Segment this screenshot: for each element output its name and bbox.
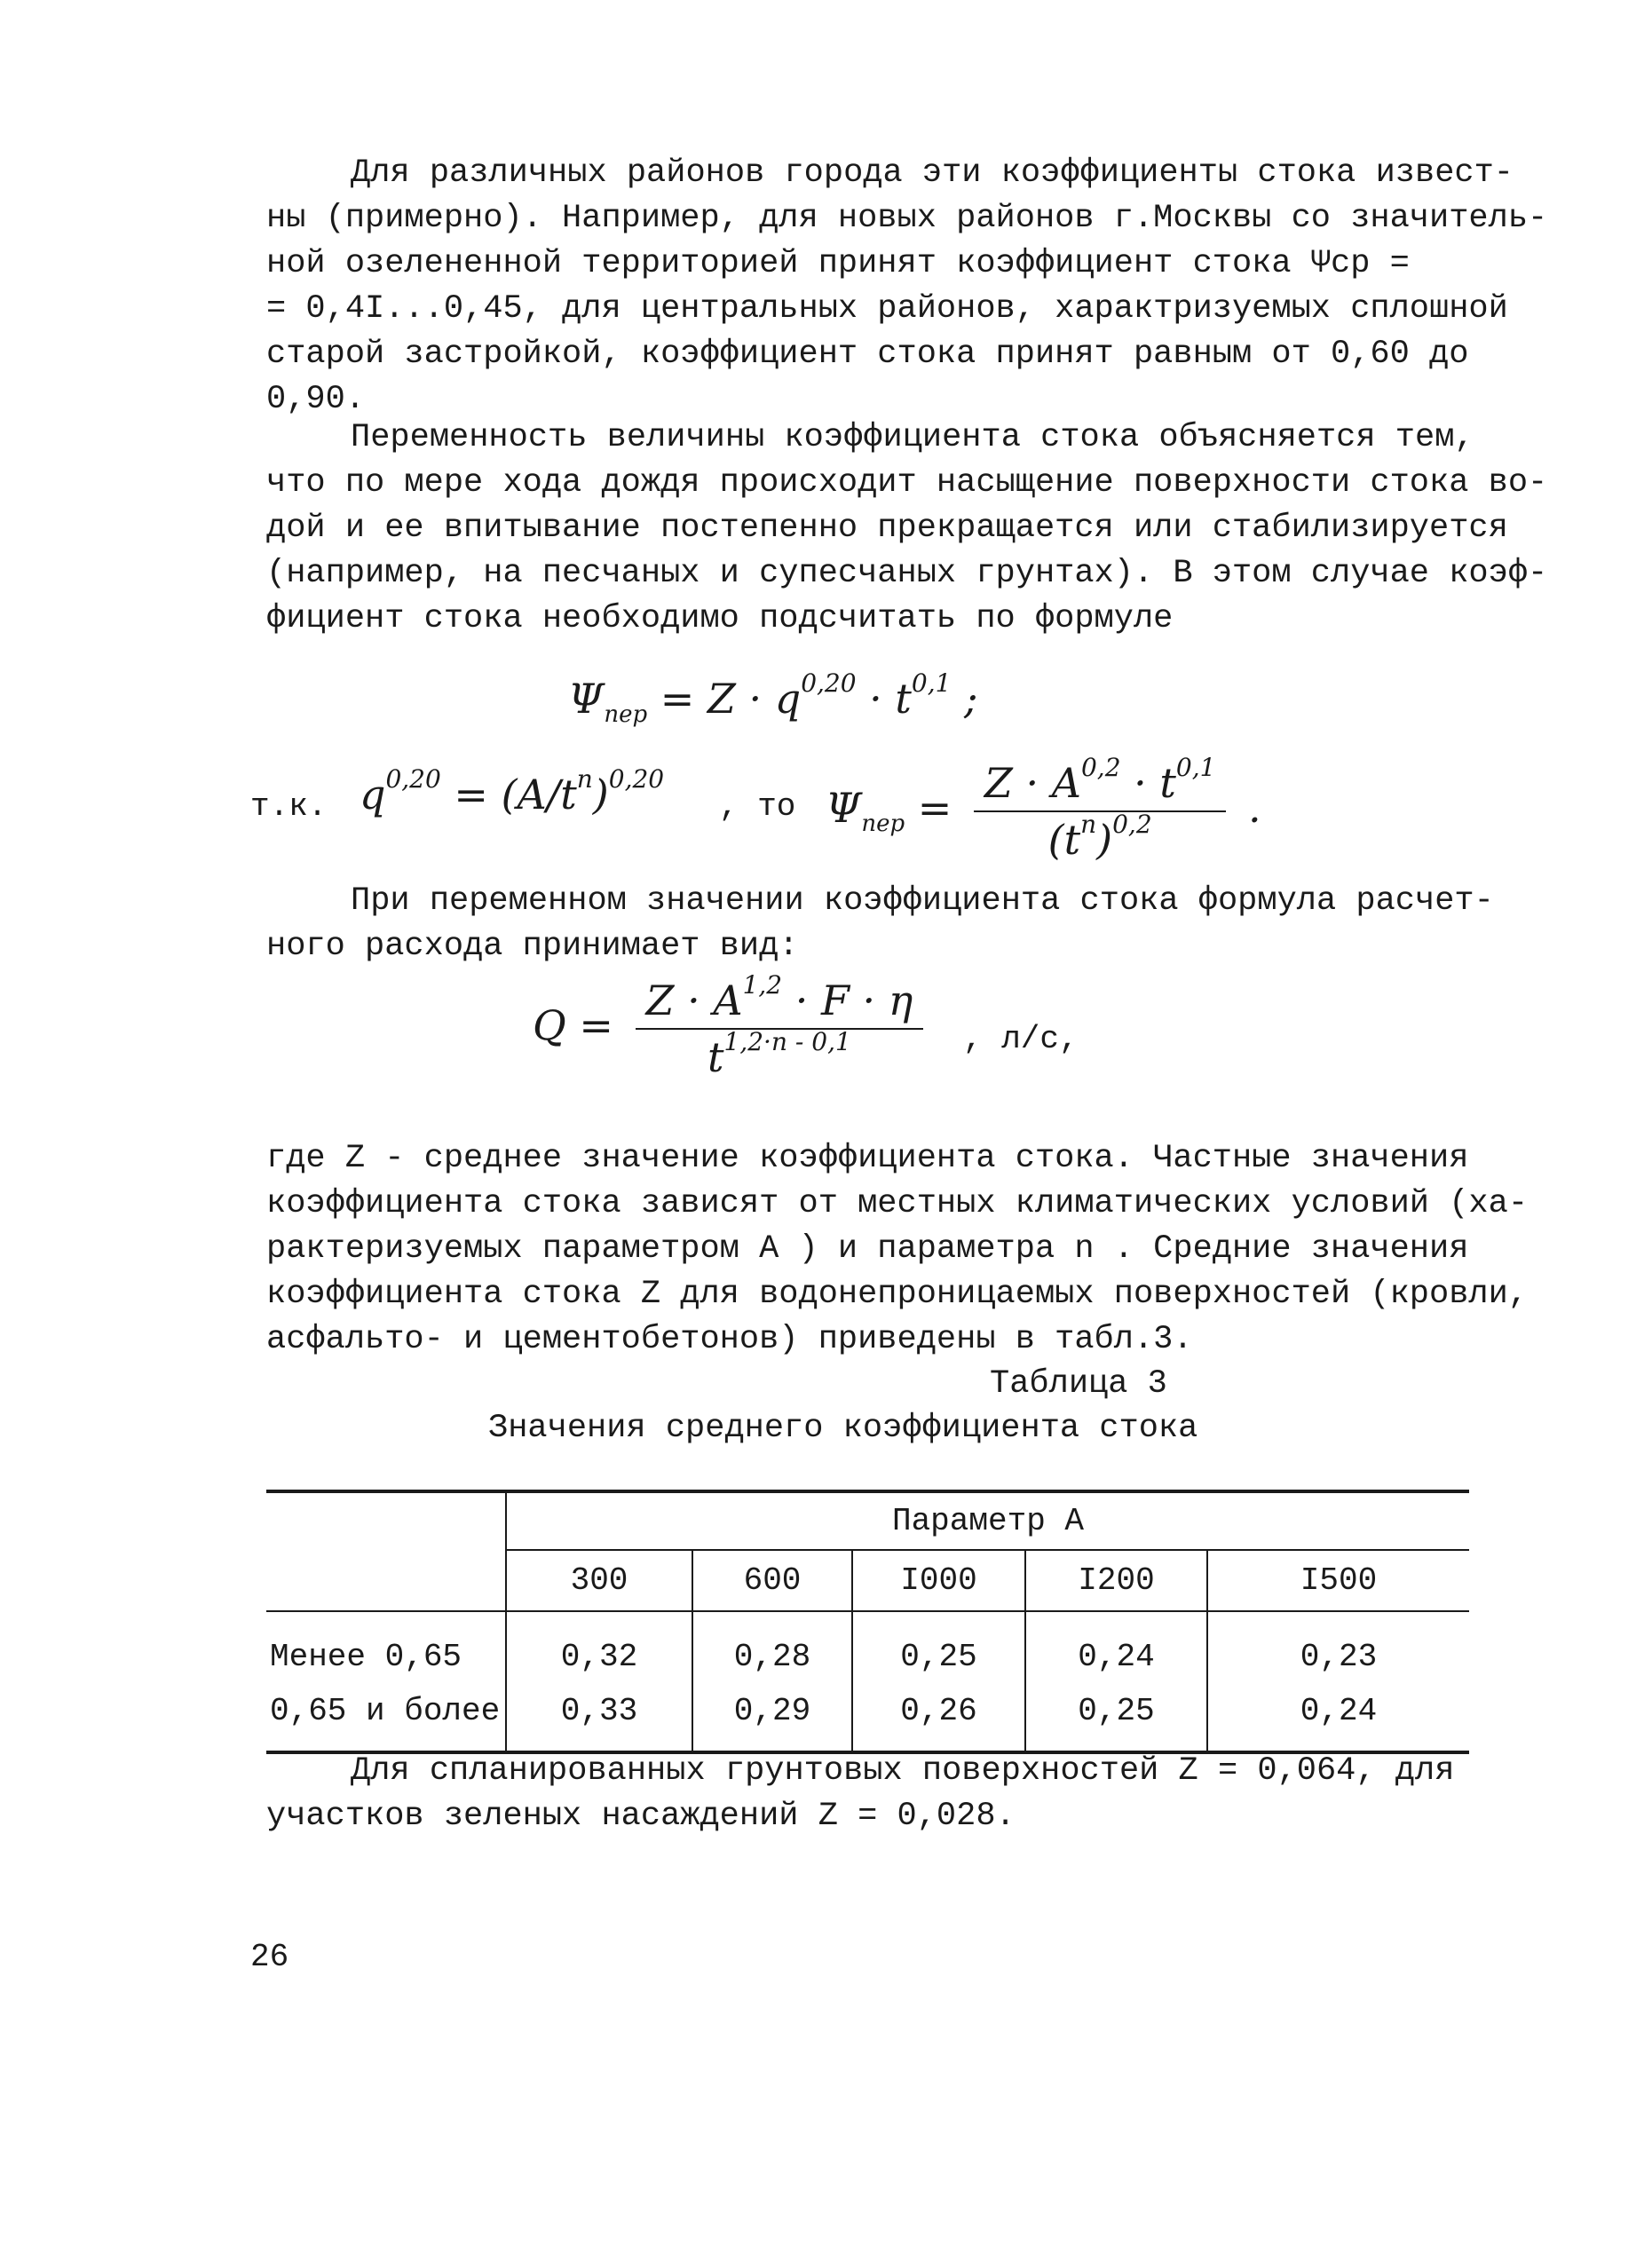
table-column-header: I000 xyxy=(852,1550,1025,1611)
paragraph-runoff-coefficients xyxy=(266,151,1548,423)
formula-psi: Ψ xyxy=(826,784,862,832)
table-cell: 0,26 xyxy=(852,1683,1025,1752)
table-cell: 0,24 xyxy=(1207,1683,1469,1752)
formula-fraction xyxy=(974,753,1226,864)
formula-fraction xyxy=(636,970,924,1081)
formula-exponent: n xyxy=(576,764,593,794)
table-row-label: 0,65 и более xyxy=(270,1692,501,1729)
text-line: коэффициента стока зависят от местных климатических условий (ха- xyxy=(266,1185,1529,1222)
formula-close: ) xyxy=(592,771,609,818)
formula-exponent: 0,20 xyxy=(801,668,857,698)
page-number: 26 xyxy=(250,1939,289,1975)
text-line: ны (примерно). Например, для новых районов г.Москвы со значитель- xyxy=(266,200,1548,237)
text-line: (например, на песчаных и супесчаных грунтах). В этом случае коэф- xyxy=(266,555,1548,592)
formula-psi-per-expanded xyxy=(826,753,1261,864)
formula-body: = Z · q xyxy=(660,675,802,723)
numerator-text: Z · A xyxy=(984,759,1081,807)
formula-psi: Ψ xyxy=(568,675,605,723)
numerator-text: Z · A xyxy=(645,976,743,1024)
denominator-close: ) xyxy=(1096,816,1113,864)
fraction-denominator xyxy=(697,1027,862,1081)
table-cell: 0,25 xyxy=(852,1611,1025,1683)
table-column-header: I500 xyxy=(1207,1550,1469,1611)
formula-subscript: пер xyxy=(861,810,905,837)
table-cell: 0,24 xyxy=(1025,1611,1207,1683)
table-row xyxy=(266,1611,1469,1683)
table-column-header: 600 xyxy=(692,1550,852,1611)
formula-equals: = xyxy=(917,784,952,832)
numerator-t: · t xyxy=(1120,759,1176,807)
formula-mid: = (A/t xyxy=(454,771,577,818)
table-column-header: I200 xyxy=(1025,1550,1207,1611)
text-line: что по мере хода дождя происходит насыщение поверхности стока во- xyxy=(266,464,1548,502)
paragraph-design-flow xyxy=(266,879,1494,969)
formula-subscript: пер xyxy=(604,701,648,728)
table-row-label: Менее 0,65 xyxy=(270,1638,462,1675)
text-line: ной озелененной территорией принят коэффициент стока Ψср = xyxy=(266,245,1410,282)
paragraph-variability xyxy=(266,415,1548,642)
table-columns-row xyxy=(266,1550,1469,1611)
denominator-t: t xyxy=(707,1033,724,1081)
text-line: старой застройкой, коэффициент стока принят равным от 0,60 до xyxy=(266,336,1469,373)
table-row xyxy=(266,1683,1469,1752)
fraction-denominator xyxy=(1038,812,1163,864)
text-line: При переменном значении коэффициента стока формула расчет- xyxy=(351,882,1494,920)
formula-q: q xyxy=(360,771,386,818)
formula-exponent: 1,2 xyxy=(742,970,783,1000)
paragraph-average-coefficient xyxy=(266,1136,1529,1363)
text-line: Для различных районов города эти коэффициенты стока извест- xyxy=(351,154,1514,192)
paragraph-ground-surfaces xyxy=(266,1749,1482,1839)
text-line: где Z - среднее значение коэффициента стока. Частные значения xyxy=(266,1140,1469,1177)
text-line: 0,90. xyxy=(266,381,366,418)
numerator-rest: · F · η xyxy=(782,976,913,1024)
table-column-header: 300 xyxy=(506,1550,692,1611)
table-cell: 0,32 xyxy=(506,1611,692,1683)
table-cell: 0,29 xyxy=(692,1683,852,1752)
text-line: дой и ее впитывание постепенно прекращается или стабилизируется xyxy=(266,510,1508,547)
formula-equals: = xyxy=(579,1001,613,1049)
formula-end: ; xyxy=(951,675,978,723)
table-group-header: Параметр A xyxy=(506,1491,1469,1550)
formula-tk-label: т.к. xyxy=(250,788,328,825)
formula-q-substitution xyxy=(360,764,665,818)
table-corner-cell xyxy=(266,1491,506,1550)
formula-q-lhs: Q xyxy=(533,1001,566,1049)
formula-exponent: n xyxy=(1080,810,1097,839)
table-corner-cell xyxy=(266,1550,506,1611)
table-title: Значения среднего коэффициента стока xyxy=(488,1410,1198,1447)
table-label: Таблица 3 xyxy=(990,1365,1167,1403)
formula-exponent: 0,20 xyxy=(385,764,441,794)
text-line: = 0,4I...0,45, для центральных районов, характризуемых сплошной xyxy=(266,290,1508,328)
text-line: коэффициента стока Z для водонепроницаемых поверхностей (кровли, xyxy=(266,1276,1529,1313)
formula-exponent: 0,2 xyxy=(1080,753,1121,782)
formula-exponent: 0,1 xyxy=(1175,753,1216,782)
formula-exponent: 0,1 xyxy=(911,668,952,698)
text-line: асфальто- и цементобетонов) приведены в табл.3. xyxy=(266,1321,1193,1358)
formula-exponent: 0,20 xyxy=(608,764,665,794)
fraction-numerator xyxy=(636,970,924,1030)
formula-unit: , л/с, xyxy=(963,1021,1079,1057)
table-cell: 0,33 xyxy=(506,1683,692,1752)
text-line: фициент стока необходимо подсчитать по формуле xyxy=(266,600,1174,637)
table-cell: 0,25 xyxy=(1025,1683,1207,1752)
table-header-row xyxy=(266,1491,1469,1550)
formula-exponent: 1,2·n - 0,1 xyxy=(723,1027,851,1056)
formula-t: · t xyxy=(856,675,912,723)
text-line: Для спланированных грунтовых поверхностей Z = 0,064, для xyxy=(351,1752,1455,1790)
formula-design-flow xyxy=(533,970,932,1081)
denominator-text: (t xyxy=(1047,816,1081,864)
coefficient-table xyxy=(266,1490,1469,1754)
text-line: ного расхода принимает вид: xyxy=(266,928,799,965)
text-line: участков зеленых насаждений Z = 0,028. xyxy=(266,1798,1016,1835)
text-line: Переменность величины коэффициента стока объясняется тем, xyxy=(351,419,1474,456)
text-line: рактеризуемых параметром A ) и параметра n . Средние значения xyxy=(266,1230,1469,1268)
table-cell: 0,23 xyxy=(1207,1611,1469,1683)
formula-exponent: 0,2 xyxy=(1112,810,1152,839)
fraction-numerator xyxy=(974,753,1226,812)
formula-psi-per xyxy=(568,668,978,728)
table-cell: 0,28 xyxy=(692,1611,852,1683)
formula-to-label: , то xyxy=(719,788,796,825)
formula-end: . xyxy=(1248,784,1261,832)
